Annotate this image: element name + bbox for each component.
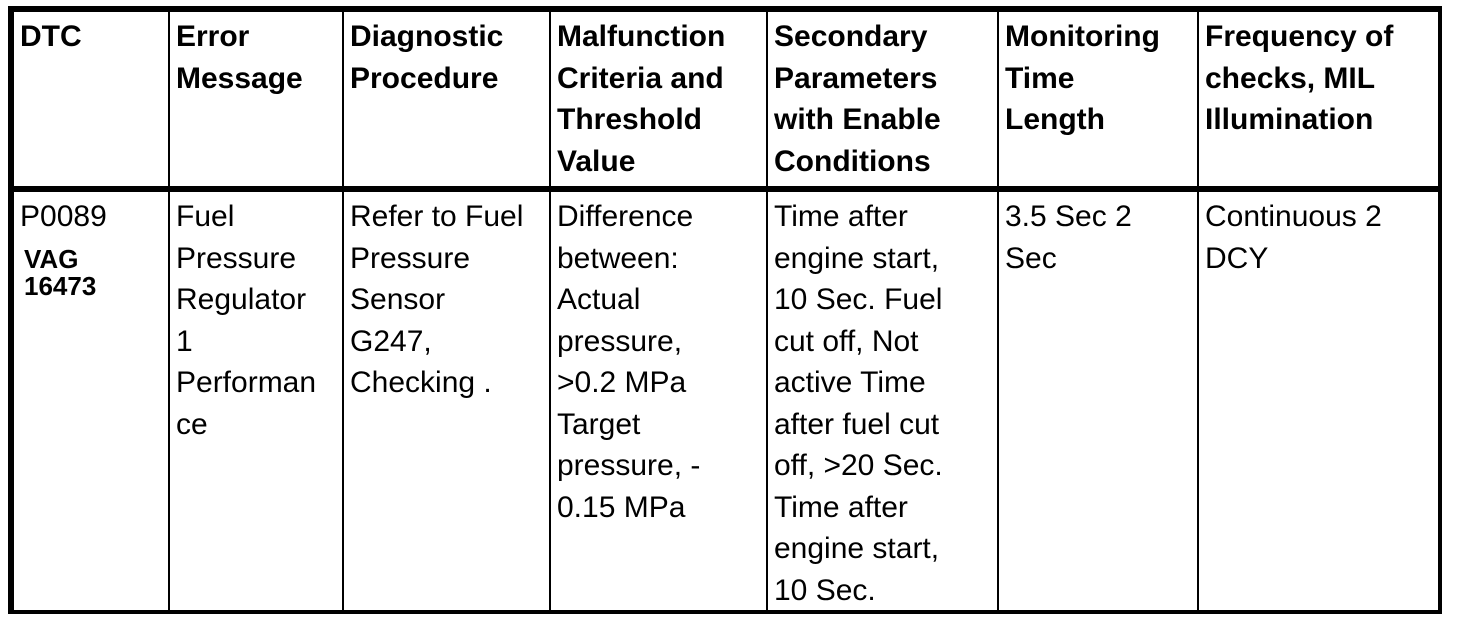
header-frequency: Frequency of checks, MIL Illumination xyxy=(1198,11,1439,189)
header-diagnostic-procedure: Diagnostic Procedure xyxy=(343,11,550,189)
cell-secondary-parameters: Time after engine start, 10 Sec. Fuel cut off, Not active Time after fuel cut off, >20 Sec. Time after engine start, 10 Sec. xyxy=(767,189,998,612)
dtc-table xyxy=(12,10,1440,613)
header-error-message: Error Message xyxy=(169,11,343,189)
dtc-table-container xyxy=(8,6,1442,614)
cell-dtc xyxy=(13,189,169,612)
header-malfunction-criteria: Malfunction Criteria and Threshold Value xyxy=(550,11,767,189)
cell-error-message: Fuel Pressure Regulator 1 Performan ce xyxy=(169,189,343,612)
cell-diagnostic-procedure: Refer to Fuel Pressure Sensor G247, Checking . xyxy=(343,189,550,612)
cell-monitoring-time: 3.5 Sec 2 Sec xyxy=(998,189,1198,612)
cell-frequency: Continuous 2 DCY xyxy=(1198,189,1439,612)
table-header-row xyxy=(13,11,1439,189)
vag-code: 16473 xyxy=(24,270,97,301)
header-dtc: DTC xyxy=(13,11,169,189)
table-row xyxy=(13,189,1439,612)
header-monitoring-time: Monitoring Time Length xyxy=(998,11,1198,189)
dtc-code: P0089 xyxy=(20,200,107,233)
vag-code-block xyxy=(24,243,162,301)
vag-label: VAG xyxy=(24,243,79,274)
cell-malfunction-criteria: Difference between: Actual pressure, >0.2 MPa Target pressure, - 0.15 MPa xyxy=(550,189,767,612)
header-secondary-parameters: Secondary Parameters with Enable Conditions xyxy=(767,11,998,189)
